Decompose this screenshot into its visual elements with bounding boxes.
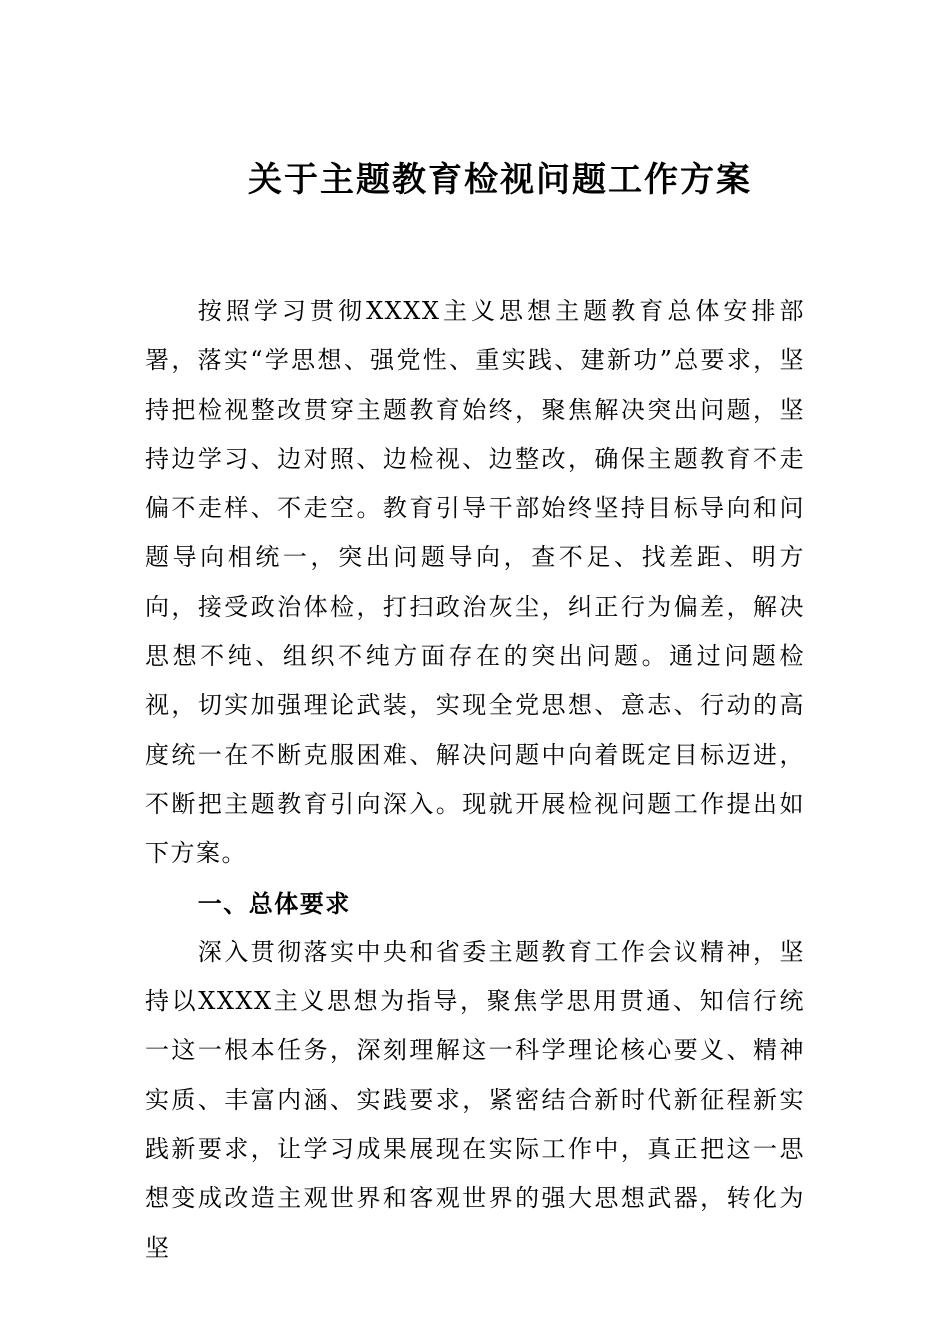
intro-paragraph: 按照学习贯彻XXXX主义思想主题教育总体安排部署，落实“学思想、强党性、重实践、建新功”总要求，坚持把检视整改贯穿主题教育始终，聚焦解决突出问题，坚持边学习、边对照、边检视、边整改，确保主题教育不走偏不走样、不走空。教育引导干部始终坚持目标导向和问题导向相统一，突出问题导向，查不足、找差距、明方向，接受政治体检，打扫政治灰尘，纠正行为偏差，解决思想不纯、组织不纯方面存在的突出问题。通过问题检视，切实加强理论武装，实现全党思想、意志、行动的高度统一在不断克服困难、解决问题中向着既定目标迈进，不断把主题教育引向深入。现就开展检视问题工作提出如下方案。 bbox=[145, 297, 805, 868]
document-title: 关于主题教育检视问题工作方案 bbox=[248, 160, 752, 200]
document-body bbox=[145, 287, 805, 1273]
section-1-paragraph: 深入贯彻落实中央和省委主题教育工作会议精神，坚持以XXXX主义思想为指导，聚焦学思用贯通、知信行统一这一根本任务，深刻理解这一科学理论核心要义、精神实质、丰富内涵、实践要求，紧密结合新时代新征程新实践新要求，让学习成果展现在实际工作中，真正把这一思想变成改造主观世界和客观世界的强大思想武器，转化为坚 bbox=[145, 937, 805, 1262]
section-heading-general-requirements: 一、总体要求 bbox=[197, 888, 351, 918]
